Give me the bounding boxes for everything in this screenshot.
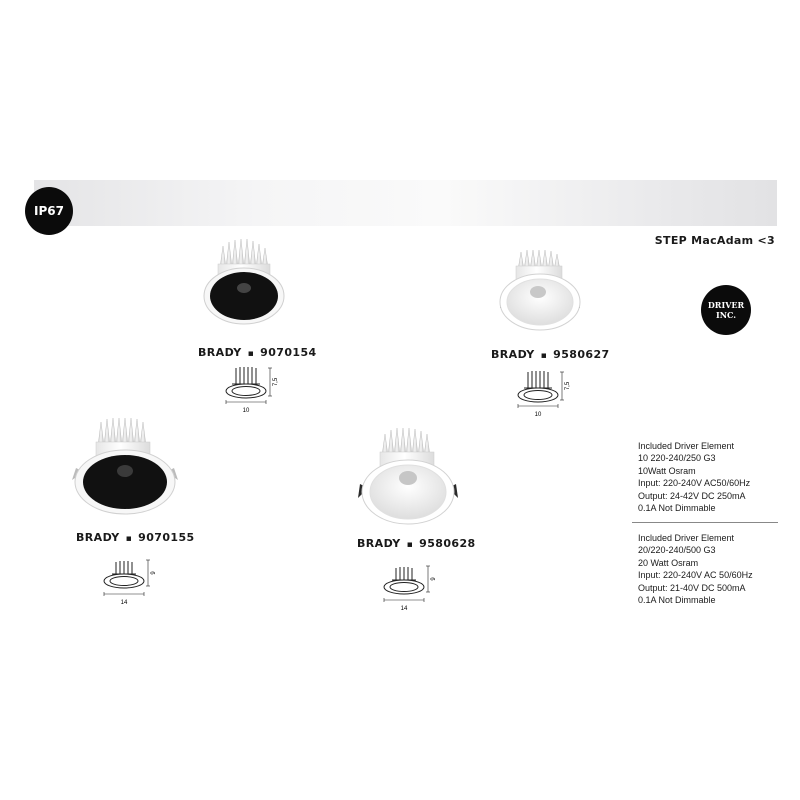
product-code: 9580627 [553,348,610,361]
spec-block-10w [638,440,750,514]
bullet-separator: ▪ [540,351,548,361]
product-name: BRADY [357,537,401,550]
spec-line: 0.1A Not Dimmable [638,594,716,605]
dim-height-label: 7,5 [565,381,571,391]
spec-line: Output: 24-42V DC 250mA [638,490,746,501]
driver-included-badge [701,285,751,335]
spec-line: 20/220-240/500 G3 [638,545,716,556]
header-banner [34,180,777,226]
spec-line: Input: 220-240V AC50/60Hz [638,478,751,489]
product-label-9070154 [198,346,317,359]
spec-line: Included Driver Element [638,441,735,451]
dimension-drawing-9070155 [100,556,160,606]
spec-line: 10Watt Osram [638,465,696,476]
product-code: 9070155 [138,531,195,544]
product-photo-9070155 [68,418,182,518]
dim-height-label: 9 [431,577,437,581]
product-photo-9070154 [198,238,290,330]
product-photo-9580627 [494,250,586,342]
product-label-9070155 [76,531,195,544]
macadam-step-label: STEP MacAdam <3 [654,234,775,247]
spec-line: 10 220-240/250 G3 [638,453,716,464]
product-code: 9070154 [260,346,317,359]
bullet-separator: ▪ [247,349,255,359]
driver-badge-line2: INC. [715,310,737,320]
spec-line: 0.1A Not Dimmable [638,502,716,513]
product-label-9580627 [491,348,610,361]
product-code: 9580628 [419,537,476,550]
dimension-drawing-9580628 [380,562,440,612]
ip-rating-badge [25,187,73,235]
product-name: BRADY [198,346,242,359]
spec-line: 20 Watt Osram [638,557,699,568]
dimension-drawing-9070154 [222,364,282,416]
dim-width-label: 14 [400,606,408,612]
bullet-separator: ▪ [406,540,414,550]
product-photo-9580628 [356,428,460,528]
dim-height-label: 9 [151,571,157,575]
spec-divider [632,522,778,523]
spec-line: Input: 220-240V AC 50/60Hz [638,570,753,581]
spec-line: Output: 21-40V DC 500mA [638,582,746,593]
dim-width-label: 10 [242,408,250,414]
driver-badge-line1: DRIVER [707,300,745,310]
product-label-9580628 [357,537,476,550]
product-name: BRADY [76,531,120,544]
bullet-separator: ▪ [125,534,133,544]
dim-height-label: 7,5 [273,377,279,387]
dimension-drawing-9580627 [514,368,574,420]
dim-width-label: 14 [120,600,128,606]
spec-line: Included Driver Element [638,533,735,543]
product-name: BRADY [491,348,535,361]
spec-block-20w [638,532,753,606]
dim-width-label: 10 [534,412,542,418]
ip-rating-text: IP67 [34,204,64,218]
